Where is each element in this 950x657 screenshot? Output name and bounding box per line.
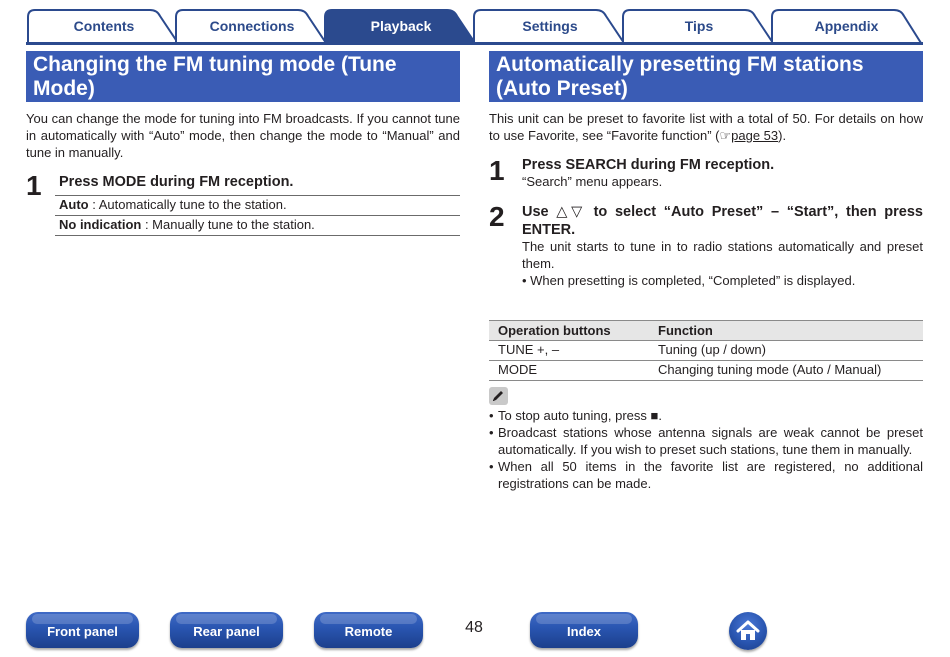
list-item: • Broadcast stations whose antenna signals are weak cannot be preset automatically. If you wish to preset such stations, tune them in manually. xyxy=(489,424,923,458)
table-row xyxy=(55,216,460,236)
tab-contents[interactable] xyxy=(26,9,182,43)
tab-bar xyxy=(26,9,923,43)
home-button[interactable] xyxy=(729,612,767,650)
tab-underline xyxy=(26,42,923,45)
section-heading-tune-mode: Changing the FM tuning mode (Tune Mode) xyxy=(26,51,460,102)
table-cell: TUNE +, – xyxy=(489,341,649,361)
table-cell: Tuning (up / down) xyxy=(649,341,923,361)
rear-panel-button[interactable]: Rear panel xyxy=(170,612,283,648)
step-body: The unit starts to tune in to radio stations automatically and preset them. xyxy=(522,239,923,271)
table-row xyxy=(489,361,923,381)
tune-mode-intro: You can change the mode for tuning into FM broadcasts. If you cannot tune in automatically with “Auto” mode, then change the mode to “Manual” and tune in manually. xyxy=(26,111,460,160)
mode-desc: : Automatically tune to the station. xyxy=(88,197,287,212)
operation-buttons-table xyxy=(489,320,923,381)
step-title: Use △▽ to select “Auto Preset” – “Start”, then press ENTER. xyxy=(522,204,923,238)
table-row xyxy=(489,341,923,361)
table-header-row xyxy=(489,321,923,341)
column-header: Function xyxy=(649,321,923,341)
mode-desc: : Manually tune to the station. xyxy=(141,217,315,232)
step-number: 2 xyxy=(489,201,505,232)
intro-text-end: ). xyxy=(778,128,787,143)
pencil-icon xyxy=(489,387,508,405)
tab-appendix[interactable] xyxy=(770,9,923,43)
tab-label: Connections xyxy=(209,18,295,34)
step-bullet: • When presetting is completed, “Completed” is displayed. xyxy=(522,273,856,288)
tab-tips[interactable] xyxy=(621,9,777,43)
list-item: • To stop auto tuning, press ■. xyxy=(489,407,923,424)
intro-text: This unit can be preset to favorite list with a total of 50. For details on how to use Favorite, see “Favorite function” ( xyxy=(489,111,923,143)
section-heading-auto-preset: Automatically presetting FM stations (Auto Preset) xyxy=(489,51,923,102)
page-number: 48 xyxy=(465,619,483,636)
mode-term: Auto xyxy=(59,197,89,212)
tune-mode-table xyxy=(55,195,460,236)
home-icon xyxy=(735,618,761,644)
auto-preset-intro xyxy=(489,110,923,144)
tab-label: Appendix xyxy=(814,18,879,34)
table-row xyxy=(55,196,460,216)
tab-label: Tips xyxy=(684,18,714,34)
step-title: Press SEARCH during FM reception. xyxy=(522,157,775,173)
step-number: 1 xyxy=(489,155,505,186)
index-button[interactable]: Index xyxy=(530,612,638,648)
table-cell xyxy=(55,216,460,236)
tab-label: Playback xyxy=(370,18,432,34)
step-title: Press MODE during FM reception. xyxy=(59,174,294,190)
step-body: “Search” menu appears. xyxy=(522,174,663,189)
tab-connections[interactable] xyxy=(174,9,330,43)
remote-button[interactable]: Remote xyxy=(314,612,423,648)
column-header: Operation buttons xyxy=(489,321,649,341)
notes-list xyxy=(489,407,923,492)
tab-playback[interactable] xyxy=(323,9,479,43)
table-cell: MODE xyxy=(489,361,649,381)
tab-label: Settings xyxy=(522,18,578,34)
pointing-hand-icon: ☞ xyxy=(719,128,732,143)
front-panel-button[interactable]: Front panel xyxy=(26,612,139,648)
mode-term: No indication xyxy=(59,217,142,232)
table-cell: Changing tuning mode (Auto / Manual) xyxy=(649,361,923,381)
page-reference-link[interactable]: page 53 xyxy=(731,128,779,143)
tab-label: Contents xyxy=(73,18,135,34)
tab-settings[interactable] xyxy=(472,9,628,43)
table-cell xyxy=(55,196,460,216)
list-item: • When all 50 items in the favorite list are registered, no additional registrations can be made. xyxy=(489,458,923,492)
step-number: 1 xyxy=(26,170,42,201)
